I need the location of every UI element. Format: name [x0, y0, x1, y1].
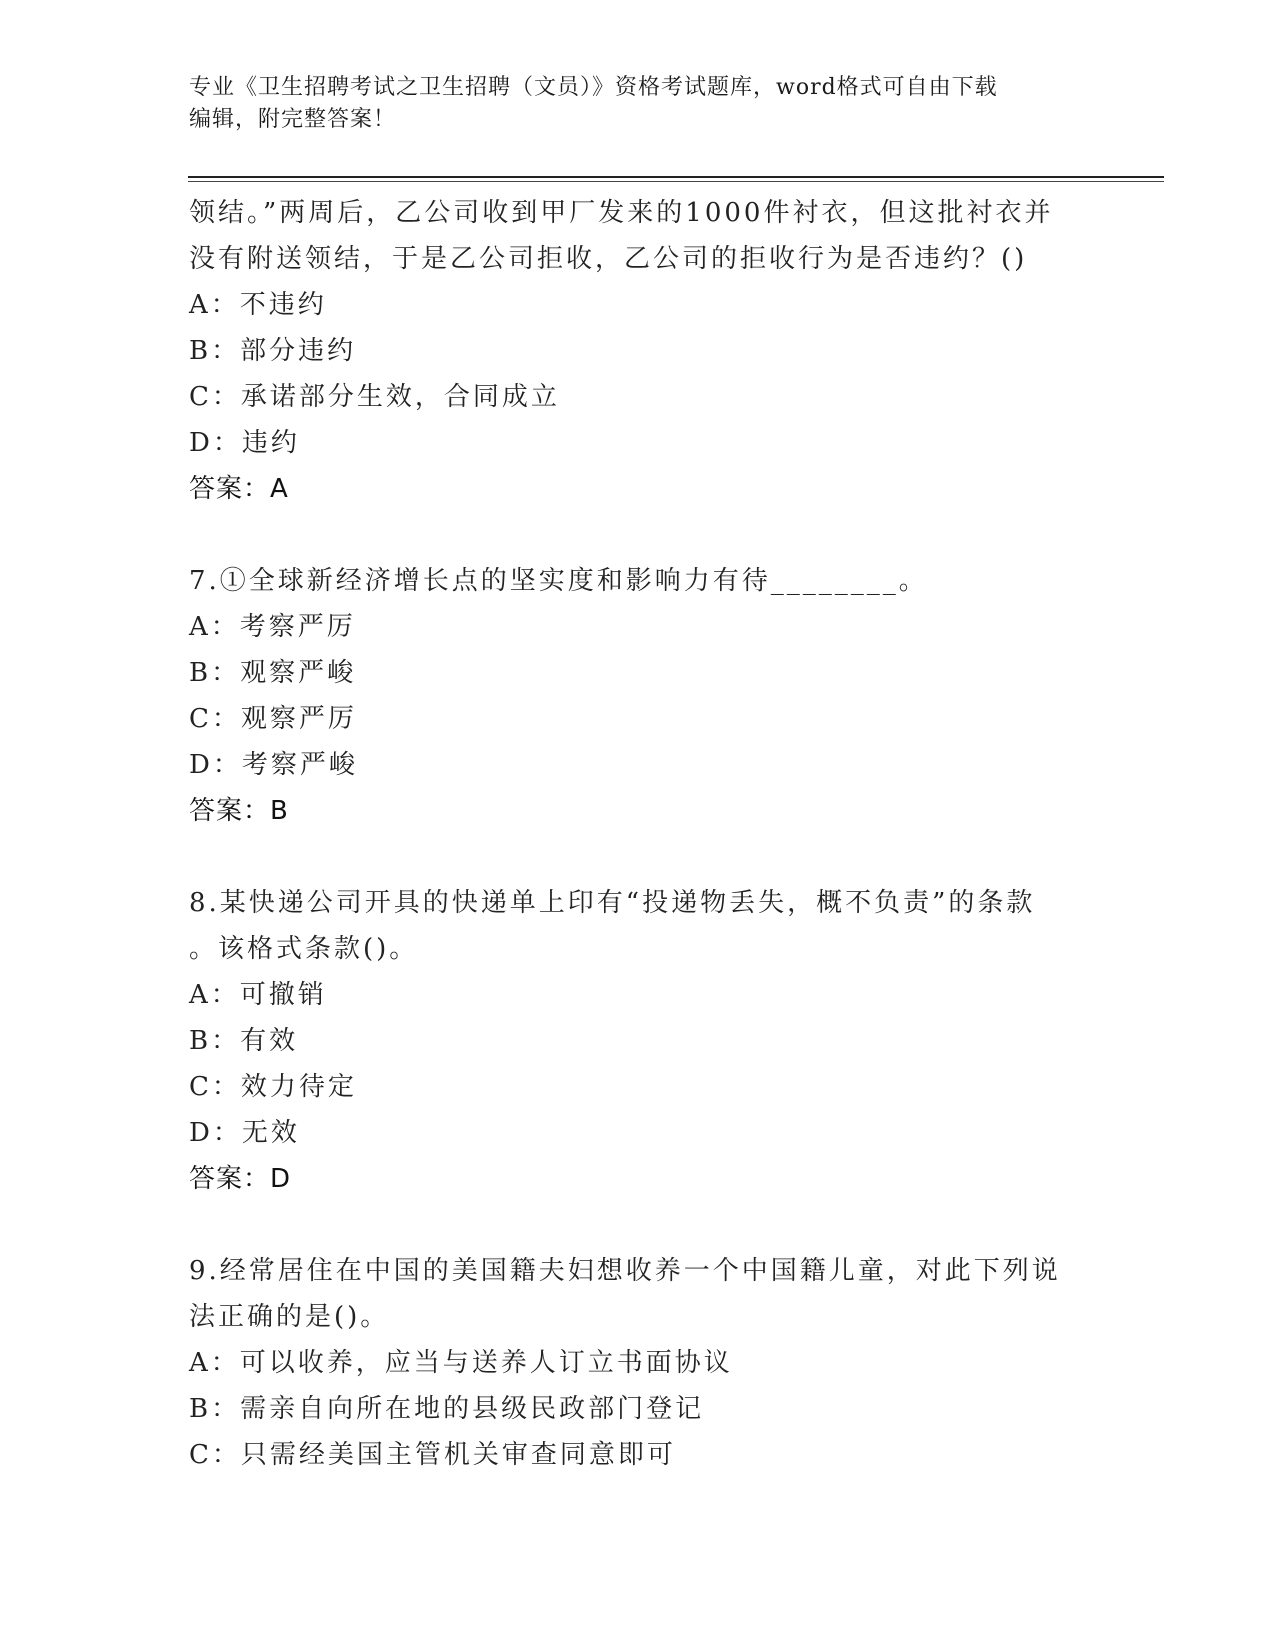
question-8-answer: 答案：D [189, 1164, 292, 1194]
spacer [189, 834, 1089, 880]
question-8-option-a: A：可撤销 [189, 980, 327, 1010]
question-8-stem-line-1: 8.某快递公司开具的快递单上印有“投递物丢失，概不负责”的条款 [189, 888, 1036, 918]
question-7-option-d: D：考察严峻 [189, 750, 358, 780]
page-header [189, 72, 1089, 136]
question-7-option-b: B：观察严峻 [189, 658, 357, 688]
question-9 [189, 1248, 1089, 1478]
question-7-option-c: C：观察严厉 [189, 704, 357, 734]
header-rule-thin [188, 181, 1164, 182]
question-9-stem-line-2: 法正确的是()。 [189, 1302, 390, 1332]
header-line-1: 专业《卫生招聘考试之卫生招聘（文员）》资格考试题库，word格式可自由下载 [189, 75, 998, 100]
question-8-option-d: D：无效 [189, 1118, 300, 1148]
question-6-answer: 答案：A [189, 474, 289, 504]
question-7-answer: 答案：B [189, 796, 289, 826]
question-9-stem-line-1: 9.经常居住在中国的美国籍夫妇想收养一个中国籍儿童，对此下列说 [189, 1256, 1061, 1286]
question-6-option-c: C：承诺部分生效，合同成立 [189, 382, 560, 412]
spacer [189, 512, 1089, 558]
question-8 [189, 880, 1089, 1202]
question-9-option-b: B：需亲自向所在地的县级民政部门登记 [189, 1394, 705, 1424]
question-7-option-a: A：考察严厉 [189, 612, 356, 642]
question-list [189, 190, 1089, 1478]
question-6-option-a: A：不违约 [189, 290, 327, 320]
question-8-stem-line-2: 。该格式条款()。 [189, 934, 419, 964]
question-6-stem-line-2: 没有附送领结，于是乙公司拒收，乙公司的拒收行为是否违约？() [189, 244, 1028, 274]
header-rule-thick [188, 176, 1164, 178]
question-6-option-d: D：违约 [189, 428, 300, 458]
header-line-2: 编辑，附完整答案！ [189, 107, 397, 132]
question-8-option-c: C：效力待定 [189, 1072, 357, 1102]
question-6-option-b: B：部分违约 [189, 336, 357, 366]
question-7-stem-line-1: 7.①全球新经济增长点的坚实度和影响力有待________。 [189, 566, 928, 596]
question-6 [189, 190, 1089, 512]
question-8-option-b: B：有效 [189, 1026, 299, 1056]
question-9-option-c: C：只需经美国主管机关审查同意即可 [189, 1440, 676, 1470]
spacer [189, 1202, 1089, 1248]
question-6-stem-line-1: 领结。”两周后，乙公司收到甲厂发来的1000件衬衣，但这批衬衣并 [189, 198, 1054, 228]
question-7 [189, 558, 1089, 834]
question-9-option-a: A：可以收养，应当与送养人订立书面协议 [189, 1348, 733, 1378]
